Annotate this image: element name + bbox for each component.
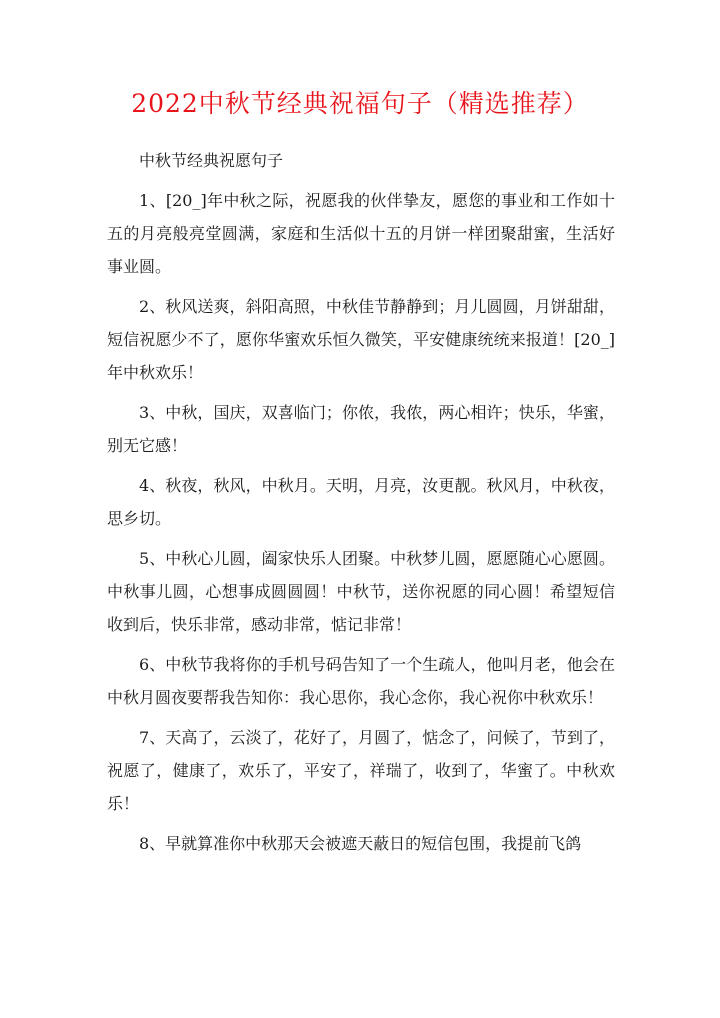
paragraph-2: 2、秋风送爽，斜阳高照，中秋佳节静静到；月儿圆圆，月饼甜甜，短信祝愿少不了，愿你华蜜欢乐恒久微笑，平安健康统统来报道！[20_]年中秋欢乐！ bbox=[107, 297, 615, 382]
paragraph-4: 4、秋夜，秋风，中秋月。天明，月亮，汝更靓。秋风月，中秋夜，思乡切。 bbox=[107, 476, 615, 528]
section-heading: 中秋节经典祝愿句子 bbox=[139, 151, 284, 170]
paragraph-1: 1、[20_]年中秋之际，祝愿我的伙伴挚友，愿您的事业和工作如十五的月亮般亮堂圆满，家庭和生活似十五的月饼一样团聚甜蜜，生活好事业圆。 bbox=[107, 191, 615, 276]
paragraph-7: 7、天高了，云淡了，花好了，月圆了，惦念了，问候了，节到了，祝愿了，健康了，欢乐了，平安了，祥瑞了，收到了，华蜜了。中秋欢乐！ bbox=[107, 728, 615, 813]
paragraph-8: 8、早就算准你中秋那天会被遮天蔽日的短信包围，我提前飞鸽 bbox=[139, 834, 582, 853]
paragraph-6: 6、中秋节我将你的手机号码告知了一个生疏人，他叫月老，他会在中秋月圆夜要帮我告知你：我心思你，我心念你，我心祝你中秋欢乐！ bbox=[107, 655, 615, 707]
document-title: 2022中秋节经典祝福句子（精选推荐） bbox=[131, 89, 589, 118]
paragraph-5: 5、中秋心儿圆，阖家快乐人团聚。中秋梦儿圆，愿愿随心心愿圆。中秋事儿圆，心想事成圆圆圆！中秋节，送你祝愿的同心圆！希望短信收到后，快乐非常，感动非常，惦记非常！ bbox=[107, 549, 615, 634]
paragraph-3: 3、中秋，国庆，双喜临门；你侬，我侬，两心相许；快乐，华蜜，别无它感！ bbox=[107, 403, 615, 455]
document-body bbox=[107, 144, 615, 867]
